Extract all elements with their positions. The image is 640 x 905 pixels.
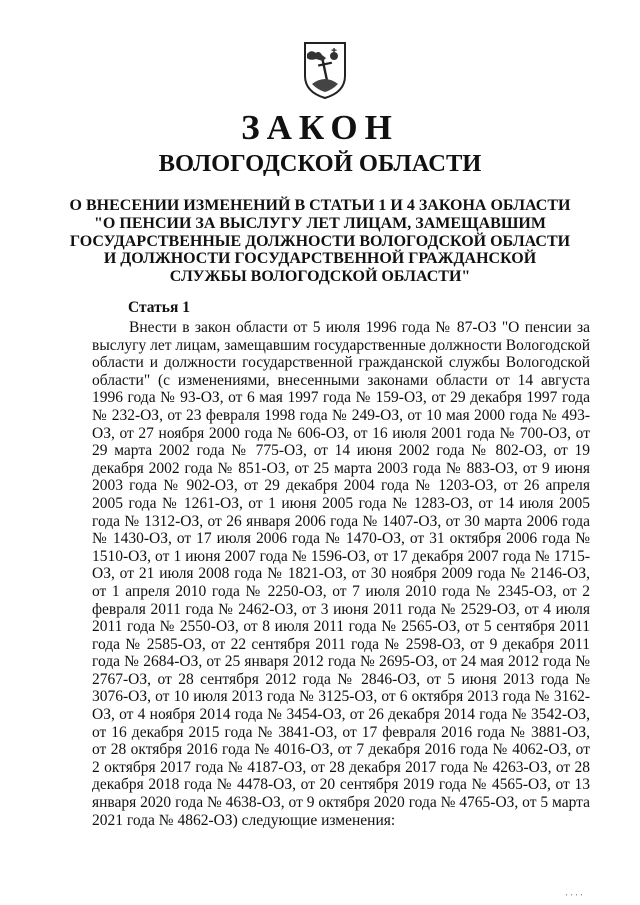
subject-line: "О ПЕНСИИ ЗА ВЫСЛУГУ ЛЕТ ЛИЦАМ, ЗАМЕЩАВШИМ: [94, 214, 546, 232]
region-name: ВОЛОГОДСКОЙ ОБЛАСТИ: [158, 150, 482, 177]
law-title: ЗАКОН: [241, 108, 399, 147]
page-mark: ' ' ' ': [566, 893, 584, 901]
article-heading: Статья 1: [128, 299, 190, 316]
law-subject: [60, 197, 580, 286]
coat-of-arms-icon: [302, 40, 348, 100]
subject-line: ГОСУДАРСТВЕННЫЕ ДОЛЖНОСТИ ВОЛОГОДСКОЙ ОБЛАСТИ: [69, 232, 571, 250]
subject-line: СЛУЖБЫ ВОЛОГОДСКОЙ ОБЛАСТИ": [169, 268, 471, 286]
article-body: Внести в закон области от 5 июля 1996 года № 87-ОЗ "О пенсии за выслугу лет лицам, замещавшим государственные должности Вологодской области и должности государственной гражданской службы Вологодской области" (с изменениями, внесенными законами области от 14 августа 1996 года № 93-ОЗ, от 6 мая 1997 года № 159-ОЗ, от 29 декабря 1997 года № 232-ОЗ, от 23 февраля 1998 года № 249-ОЗ, от 10 мая 2000 года № 493-ОЗ, от 27 ноября 2000 года № 606-ОЗ, от 16 июля 2001 года № 700-ОЗ, от 29 марта 2002 года № 775-ОЗ, от 14 июня 2002 года № 802-ОЗ, от 19 декабря 2002 года № 851-ОЗ, от 25 марта 2003 года № 883-ОЗ, от 9 июня 2003 года № 902-ОЗ, от 29 декабря 2004 года № 1203-ОЗ, от 26 апреля 2005 года № 1261-ОЗ, от 1 июня 2005 года № 1283-ОЗ, от 14 июля 2005 года № 1312-ОЗ, от 26 января 2006 года № 1407-ОЗ, от 30 марта 2006 года № 1430-ОЗ, от 17 июля 2006 года № 1470-ОЗ, от 31 октября 2006 года № 1510-ОЗ, от 1 июня 2007 года № 1596-ОЗ, от 17 декабря 2007 года № 1715-ОЗ, от 21 июля 2008 года № 1821-ОЗ, от 30 ноября 2009 года № 2146-ОЗ, от 1 апреля 2010 года № 2250-ОЗ, от 7 июля 2010 года № 2345-ОЗ, от 2 февраля 2011 года № 2462-ОЗ, от 3 июня 2011 года № 2529-ОЗ, от 4 июля 2011 года № 2550-ОЗ, от 8 июля 2011 года № 2565-ОЗ, от 5 сентября 2011 года № 2585-ОЗ, от 22 сентября 2011 года № 2598-ОЗ, от 9 декабря 2011 года № 2684-ОЗ, от 25 января 2012 года № 2695-ОЗ, от 24 мая 2012 года № 2767-ОЗ, от 28 сентября 2012 года № 2846-ОЗ, от 5 июня 2013 года № 3076-ОЗ, от 10 июля 2013 года № 3125-ОЗ, от 6 октября 2013 года № 3162-ОЗ, от 4 ноября 2014 года № 3454-ОЗ, от 26 декабря 2014 года № 3542-ОЗ, от 16 декабря 2015 года № 3841-ОЗ, от 17 февраля 2016 года № 3881-ОЗ, от 28 октября 2016 года № 4016-ОЗ, от 7 декабря 2016 года № 4062-ОЗ, от 2 октября 2017 года № 4187-ОЗ, от 28 декабря 2017 года № 4263-ОЗ, от 28 декабря 2018 года № 4478-ОЗ, от 20 сентября 2019 года № 4565-ОЗ, от 13 января 2020 года № 4638-ОЗ, от 9 октября 2020 года № 4765-ОЗ, от 5 марта 2021 года № 4862-ОЗ) следующие изменения:: [92, 319, 590, 829]
subject-line: О ВНЕСЕНИИ ИЗМЕНЕНИЙ В СТАТЬИ 1 И 4 ЗАКОНА ОБЛАСТИ: [69, 197, 571, 214]
subject-line: И ДОЛЖНОСТИ ГОСУДАРСТВЕННОЙ ГРАЖДАНСКОЙ: [103, 250, 537, 268]
